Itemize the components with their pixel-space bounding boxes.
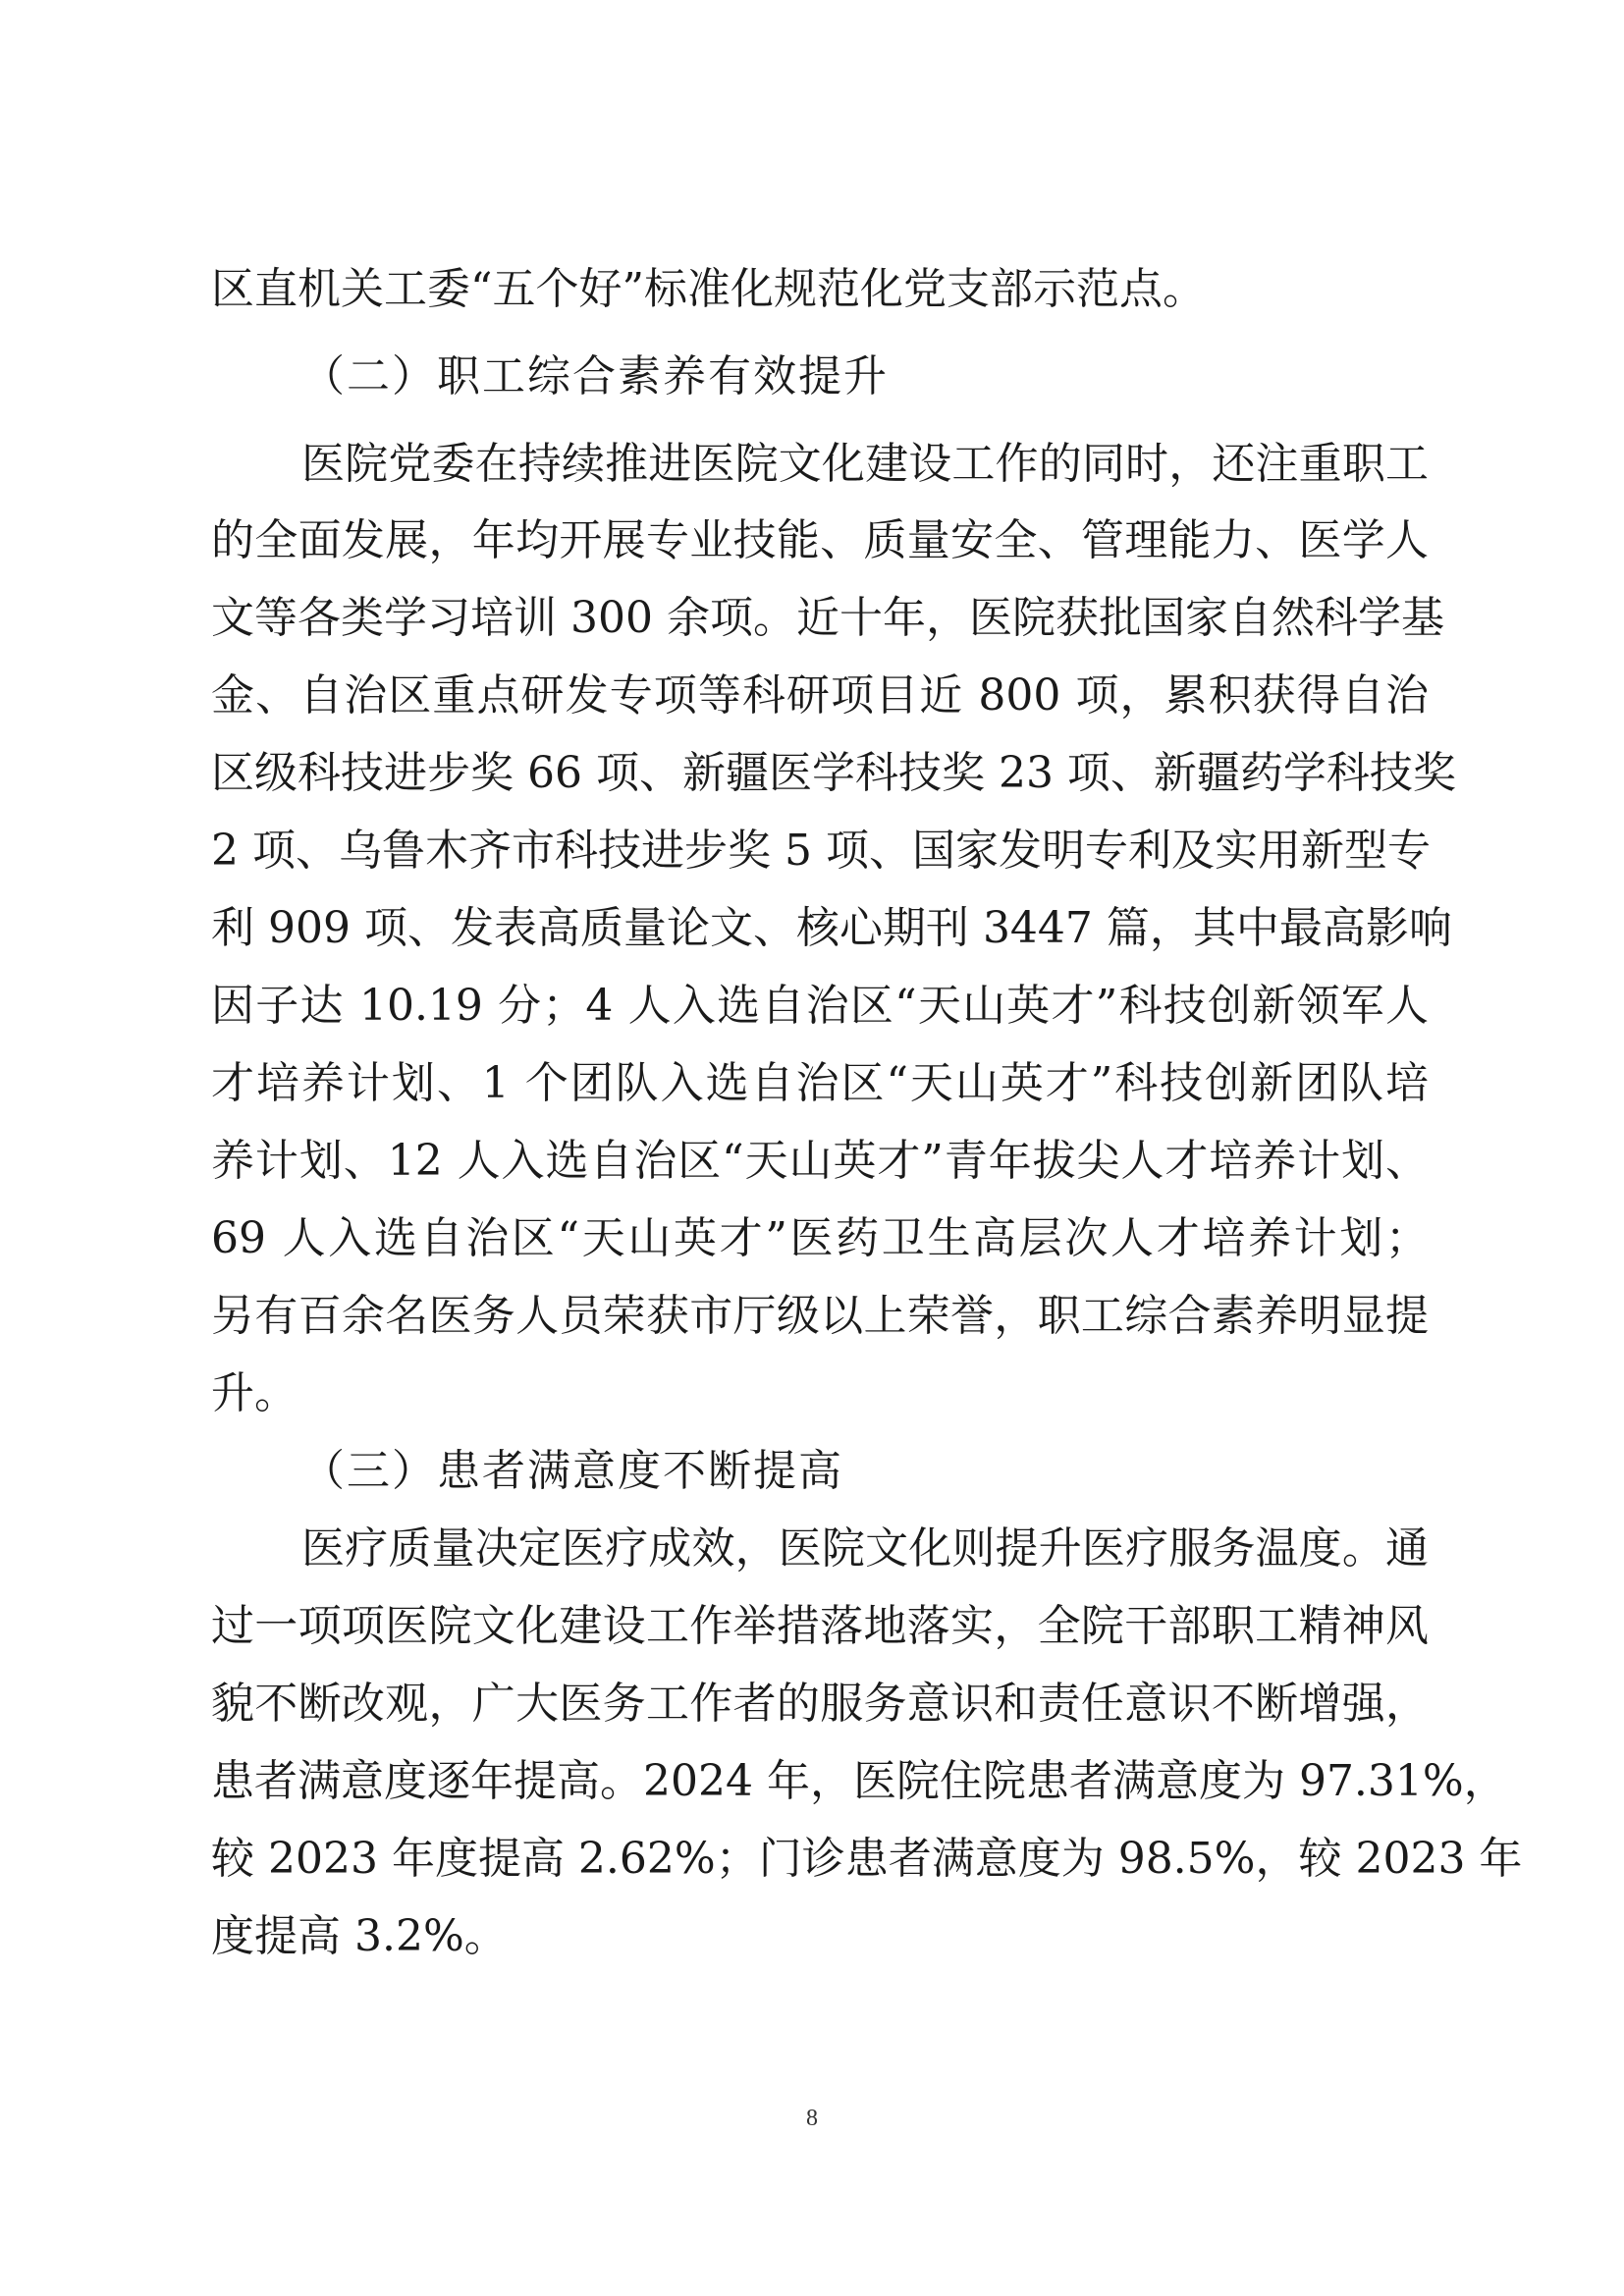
text-line: 升。 <box>211 1368 298 1418</box>
text-line: 69 人入选自治区“天山英才”医药卫生高层次人才培养计划； <box>211 1213 1429 1263</box>
text-line: 区直机关工委“五个好”标准化规范化党支部示范点。 <box>211 264 1206 314</box>
section-heading-2: （二）职工综合素养有效提升 <box>301 351 889 401</box>
text-line: 文等各类学习培训 300 余项。近十年，医院获批国家自然科学基 <box>211 593 1444 643</box>
text-line: 度提高 3.2%。 <box>211 1911 508 1961</box>
text-line: 利 909 项、发表高质量论文、核心期刊 3447 篇，其中最高影响 <box>211 903 1452 953</box>
text-line: 医院党委在持续推进医院文化建设工作的同时，还注重职工 <box>301 439 1429 489</box>
text-line: 医疗质量决定医疗成效，医院文化则提升医疗服务温度。通 <box>301 1523 1429 1574</box>
text-line: 因子达 10.19 分；4 人入选自治区“天山英才”科技创新领军人 <box>211 981 1429 1031</box>
text-line: 另有百余名医务人员荣获市厅级以上荣誉，职工综合素养明显提 <box>211 1291 1429 1341</box>
text-line: 区级科技进步奖 66 项、新疆医学科技奖 23 项、新疆药学科技奖 <box>211 748 1456 798</box>
page-number: 8 <box>806 2106 818 2131</box>
text-line: 患者满意度逐年提高。2024 年，医院住院患者满意度为 97.31%， <box>211 1756 1507 1806</box>
text-line: 的全面发展，年均开展专业技能、质量安全、管理能力、医学人 <box>211 515 1429 565</box>
section-heading-3: （三）患者满意度不断提高 <box>301 1446 843 1496</box>
text-line: 养计划、12 人入选自治区“天山英才”青年拔尖人才培养计划、 <box>211 1136 1429 1186</box>
text-line: 较 2023 年度提高 2.62%；门诊患者满意度为 98.5%，较 2023 年 <box>211 1834 1523 1884</box>
text-line: 过一项项医院文化建设工作举措落地落实，全院干部职工精神风 <box>211 1601 1429 1651</box>
text-line: 貌不断改观，广大医务工作者的服务意识和责任意识不断增强， <box>211 1679 1429 1729</box>
text-line: 才培养计划、1 个团队入选自治区“天山英才”科技创新团队培 <box>211 1058 1429 1108</box>
text-line: 2 项、乌鲁木齐市科技进步奖 5 项、国家发明专利及实用新型专 <box>211 826 1431 876</box>
text-line: 金、自治区重点研发专项等科研项目近 800 项，累积获得自治 <box>211 670 1429 721</box>
